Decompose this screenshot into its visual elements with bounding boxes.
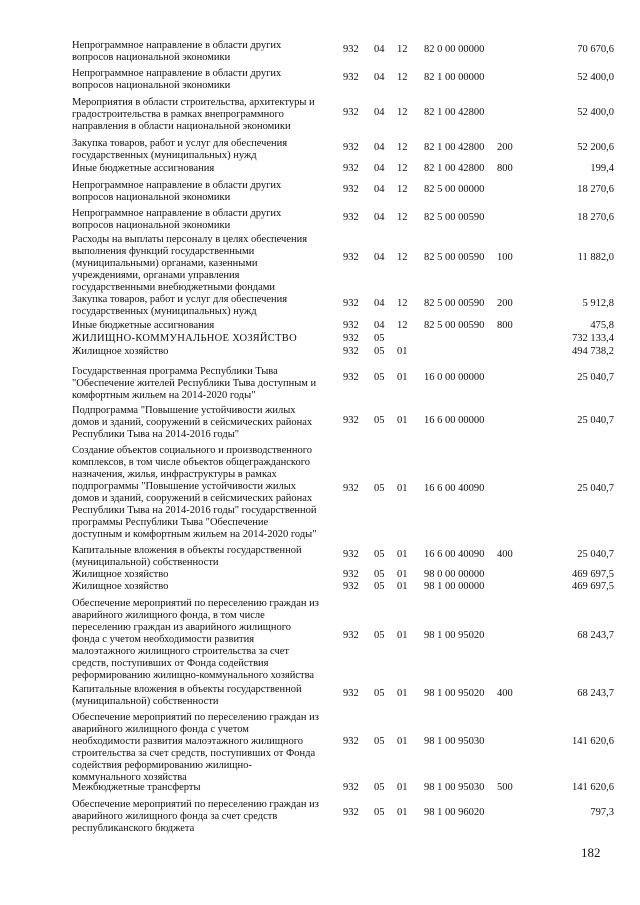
row-name: Расходы на выплаты персоналу в целях обеспечения выполнения функций государственными (муниципальными) органами, казенными учреждениями, органами управления государственными внебюджетными фондами (72, 234, 308, 293)
row-subsection: 01 (397, 415, 408, 426)
row-subsection: 01 (397, 372, 408, 383)
row-amount: 494 738,2 (572, 346, 614, 357)
row-target-article: 98 1 00 95030 (424, 782, 485, 793)
row-name: Непрограммное направление в области других вопросов национальной экономики (72, 208, 282, 231)
row-subsection: 12 (397, 184, 408, 195)
row-name: Непрограммное направление в области других вопросов национальной экономики (72, 40, 282, 63)
row-section: 05 (374, 483, 385, 494)
row-target-article: 82 1 00 42800 (424, 163, 485, 174)
row-admin: 932 (343, 630, 359, 641)
row-admin: 932 (343, 142, 359, 153)
row-name: Межбюджетные трансферты (72, 782, 201, 793)
row-admin: 932 (343, 372, 359, 383)
row-section: 04 (374, 320, 385, 331)
row-name: Жилищное хозяйство (72, 346, 169, 357)
row-section: 04 (374, 184, 385, 195)
row-subsection: 01 (397, 782, 408, 793)
row-section: 05 (374, 736, 385, 747)
row-admin: 932 (343, 212, 359, 223)
row-admin: 932 (343, 72, 359, 83)
row-subsection: 12 (397, 107, 408, 118)
row-section: 04 (374, 142, 385, 153)
row-target-article: 16 6 00 40090 (424, 549, 485, 560)
row-section: 05 (374, 581, 385, 592)
row-target-article: 16 0 00 00000 (424, 372, 485, 383)
row-subsection: 01 (397, 807, 408, 818)
row-subsection: 12 (397, 212, 408, 223)
row-subsection: 12 (397, 320, 408, 331)
row-admin: 932 (343, 320, 359, 331)
row-name: Иные бюджетные ассигнования (72, 320, 215, 331)
page-number: 182 (581, 845, 601, 860)
row-subsection: 01 (397, 346, 408, 357)
row-section: 05 (374, 333, 385, 344)
row-subsection: 01 (397, 581, 408, 592)
row-target-article: 98 1 00 95030 (424, 736, 485, 747)
row-expense-type: 500 (497, 782, 513, 793)
row-amount: 469 697,5 (572, 581, 614, 592)
row-target-article: 98 1 00 00000 (424, 581, 485, 592)
row-amount: 52 400,0 (577, 72, 614, 83)
row-section: 05 (374, 372, 385, 383)
row-amount: 11 882,0 (577, 252, 614, 263)
row-target-article: 82 1 00 00000 (424, 72, 485, 83)
row-admin: 932 (343, 736, 359, 747)
row-section: 04 (374, 252, 385, 263)
row-admin: 932 (343, 483, 359, 494)
row-section: 05 (374, 569, 385, 580)
row-admin: 932 (343, 346, 359, 357)
row-name: Иные бюджетные ассигнования (72, 163, 215, 174)
row-target-article: 16 6 00 00000 (424, 415, 485, 426)
row-section: 04 (374, 298, 385, 309)
row-amount: 25 040,7 (577, 372, 614, 383)
row-subsection: 01 (397, 630, 408, 641)
row-amount: 141 620,6 (572, 782, 614, 793)
row-target-article: 98 1 00 95020 (424, 688, 485, 699)
row-admin: 932 (343, 333, 359, 344)
row-admin: 932 (343, 549, 359, 560)
row-name: Обеспечение мероприятий по переселению граждан из аварийного жилищного фонда, в том числе переселению граждан из аварийного жилищного фонда с учетом необходимости развития малоэтажного жилищного строительства за счет средств, поступивших от Фонда содействия реформированию жилищно-коммунального хозяйства (72, 598, 319, 681)
row-admin: 932 (343, 807, 359, 818)
row-admin: 932 (343, 569, 359, 580)
row-amount: 25 040,7 (577, 549, 614, 560)
row-name: Жилищное хозяйство (72, 569, 169, 580)
row-expense-type: 100 (497, 252, 513, 263)
row-name: Мероприятия в области строительства, архитектуры и градостроительства в рамках внепрограммного направления в области национальной экономики (72, 97, 315, 132)
row-target-article: 98 1 00 95020 (424, 630, 485, 641)
row-section: 05 (374, 688, 385, 699)
row-name: Обеспечение мероприятий по переселению граждан из аварийного жилищного фонда за счет средств республиканского бюджета (72, 799, 319, 834)
row-expense-type: 400 (497, 688, 513, 699)
row-name: Государственная программа Республики Тыва "Обеспечение жителей Республики Тыва доступным и комфортным жильем на 2014-2020 годы" (72, 366, 317, 401)
row-amount: 25 040,7 (577, 483, 614, 494)
row-subsection: 12 (397, 72, 408, 83)
row-admin: 932 (343, 184, 359, 195)
row-amount: 52 200,6 (577, 142, 614, 153)
row-section: 05 (374, 807, 385, 818)
row-name: Закупка товаров, работ и услуг для обеспечения государственных (муниципальных) нужд (72, 294, 288, 317)
row-section: 05 (374, 782, 385, 793)
row-name: Подпрограмма "Повышение устойчивости жилых домов и зданий, сооружений в сейсмических районах Республики Тыва на 2014-2016 годы" (72, 405, 313, 440)
row-admin: 932 (343, 252, 359, 263)
row-admin: 932 (343, 107, 359, 118)
row-expense-type: 200 (497, 142, 513, 153)
row-amount: 797,3 (590, 807, 614, 818)
row-subsection: 01 (397, 688, 408, 699)
row-name: Закупка товаров, работ и услуг для обеспечения государственных (муниципальных) нужд (72, 138, 288, 161)
row-expense-type: 200 (497, 298, 513, 309)
row-amount: 68 243,7 (577, 630, 614, 641)
row-subsection: 12 (397, 252, 408, 263)
row-expense-type: 800 (497, 320, 513, 331)
row-target-article: 98 1 00 96020 (424, 807, 485, 818)
row-admin: 932 (343, 581, 359, 592)
row-target-article: 82 0 00 00000 (424, 44, 485, 55)
row-amount: 5 912,8 (582, 298, 614, 309)
row-section: 05 (374, 549, 385, 560)
row-amount: 469 697,5 (572, 569, 614, 580)
row-target-article: 16 6 00 40090 (424, 483, 485, 494)
row-target-article: 82 5 00 00590 (424, 252, 485, 263)
row-section: 04 (374, 212, 385, 223)
row-subsection: 01 (397, 549, 408, 560)
row-section: 04 (374, 72, 385, 83)
row-amount: 18 270,6 (577, 212, 614, 223)
row-amount: 475,8 (590, 320, 614, 331)
row-target-article: 82 1 00 42800 (424, 142, 485, 153)
row-name: Капитальные вложения в объекты государственной (муниципальной) собственности (72, 545, 302, 568)
row-subsection: 12 (397, 44, 408, 55)
row-target-article: 82 5 00 00590 (424, 320, 485, 331)
row-admin: 932 (343, 44, 359, 55)
row-name: Создание объектов социального и производственного комплексов, в том числе объектов общегражданского назначения, жилья, инфраструктуры в рамках подпрограммы "Повышение устойчивости жилых домов и зданий, сооружений в сейсмических районах Республики Тыва на 2014-2016 годы" государственной программы Республики Тыва "Обеспечение доступным и комфортным жильем на 2014-2020 годы" (72, 445, 317, 540)
row-admin: 932 (343, 415, 359, 426)
row-target-article: 82 1 00 42800 (424, 107, 485, 118)
row-amount: 52 400,0 (577, 107, 614, 118)
row-section: 05 (374, 346, 385, 357)
row-subsection: 01 (397, 569, 408, 580)
row-expense-type: 800 (497, 163, 513, 174)
row-name: Непрограммное направление в области других вопросов национальной экономики (72, 180, 282, 203)
row-amount: 68 243,7 (577, 688, 614, 699)
row-name: Обеспечение мероприятий по переселению граждан из аварийного жилищного фонда с учетом необходимости развития малоэтажного жилищного строительства за счет средств, поступивших от Фонда содействия реформированию жилищно- коммунального хозяйства (72, 712, 319, 783)
row-section: 04 (374, 107, 385, 118)
row-target-article: 82 5 00 00000 (424, 184, 485, 195)
row-name: Жилищное хозяйство (72, 581, 169, 592)
row-target-article: 82 5 00 00590 (424, 298, 485, 309)
row-amount: 199,4 (590, 163, 614, 174)
row-expense-type: 400 (497, 549, 513, 560)
row-name: Непрограммное направление в области других вопросов национальной экономики (72, 68, 282, 91)
row-admin: 932 (343, 782, 359, 793)
row-section: 05 (374, 415, 385, 426)
row-subsection: 01 (397, 483, 408, 494)
row-target-article: 98 0 00 00000 (424, 569, 485, 580)
row-amount: 70 670,6 (577, 44, 614, 55)
row-admin: 932 (343, 688, 359, 699)
row-admin: 932 (343, 163, 359, 174)
row-name: Капитальные вложения в объекты государственной (муниципальной) собственности (72, 684, 302, 707)
row-amount: 18 270,6 (577, 184, 614, 195)
row-amount: 732 133,4 (572, 333, 614, 344)
row-section: 05 (374, 630, 385, 641)
row-admin: 932 (343, 298, 359, 309)
row-subsection: 12 (397, 163, 408, 174)
row-subsection: 12 (397, 298, 408, 309)
row-amount: 141 620,6 (572, 736, 614, 747)
row-section: 04 (374, 44, 385, 55)
row-target-article: 82 5 00 00590 (424, 212, 485, 223)
row-amount: 25 040,7 (577, 415, 614, 426)
row-subsection: 12 (397, 142, 408, 153)
row-section: 04 (374, 163, 385, 174)
row-subsection: 01 (397, 736, 408, 747)
row-name: ЖИЛИЩНО-КОММУНАЛЬНОЕ ХОЗЯЙСТВО (72, 333, 297, 344)
